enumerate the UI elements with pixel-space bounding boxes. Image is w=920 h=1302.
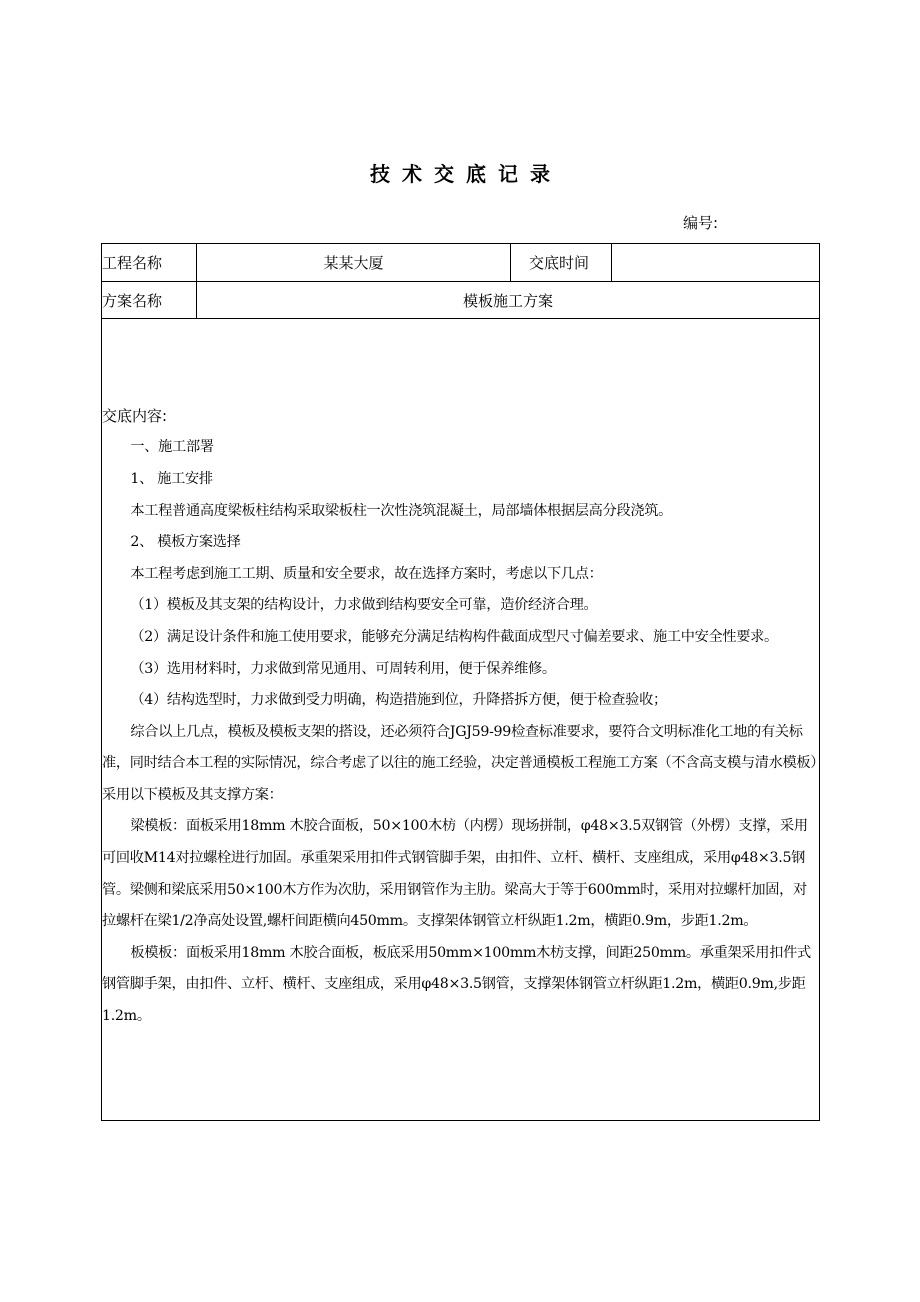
content-paragraph: 一、施工部署 — [130, 439, 214, 456]
content-paragraph: 梁模板：面板采用18mm 木胶合面板，50×100木枋（内楞）现场拼制，φ48×3.5双钢管（外楞）支撑，采用可回收M14对拉螺栓进行加固。承重架采用扣件式钢管脚手架，由扣件、立杆、横杆、支座组成，采用φ48×3.5钢管。梁侧和梁底采用50×100木方作为次肋，采用钢管作为主肋。梁高大于等于600mm时，采用对拉螺杆加固，对拉螺杆在梁1/2净高处设置,螺杆间距横向450mm。支撑架体钢管立杆纵距1.2m，横距0.9m，步距1.2m。 — [102, 818, 808, 930]
content-paragraph: 2、 模板方案选择 — [130, 534, 241, 551]
plan-row — [102, 282, 820, 319]
record-table — [101, 243, 820, 1121]
project-name-value: 某某大厦 — [197, 244, 511, 282]
content-paragraph: 本工程考虑到施工工期、质量和安全要求，故在选择方案时，考虑以下几点： — [130, 565, 603, 582]
content-paragraph: 本工程普通高度梁板柱结构采取梁板柱一次性浇筑混凝土，局部墙体根据层高分段浇筑。 — [130, 502, 673, 519]
content-body — [102, 432, 819, 1032]
plan-name-value: 模板施工方案 — [197, 282, 820, 319]
content-paragraph: 1、 施工安排 — [130, 470, 213, 487]
content-paragraph: （2）满足设计条件和施工使用要求，能够充分满足结构构件截面成型尺寸偏差要求、施工中安全性要求。 — [130, 628, 778, 645]
content-paragraph: （1）模板及其支架的结构设计，力求做到结构要安全可靠，造价经济合理。 — [130, 597, 598, 614]
handover-time-value — [612, 244, 820, 282]
plan-name-label: 方案名称 — [102, 282, 197, 319]
content-label: 交底内容: — [102, 407, 168, 426]
document-title: 技术交底记录 — [370, 162, 562, 186]
content-paragraph: 板模板：面板采用18mm 木胶合面板，板底采用50mm×100mm木枋支撑，间距250mm。承重架采用扣件式钢管脚手架，由扣件、立杆、横杆、支座组成，采用φ48×3.5钢管，支撑架体钢管立杆纵距1.2m，横距0.9m,步距1.2m。 — [102, 944, 811, 1025]
content-cell — [102, 319, 820, 1121]
project-row — [102, 244, 820, 282]
handover-time-label: 交底时间 — [511, 244, 612, 282]
content-paragraph: （4）结构选型时，力求做到受力明确，构造措施到位，升降搭拆方便，便于检查验收； — [130, 692, 667, 709]
serial-number-label: 编号: — [683, 214, 719, 232]
project-name-label: 工程名称 — [102, 244, 197, 282]
content-row — [102, 319, 820, 1121]
content-paragraph: 综合以上几点，模板及模板支架的搭设，还必须符合JGJ59-99检查标准要求，要符合文明标准化工地的有关标准，同时结合本工程的实际情况，综合考虑了以往的施工经验，决定普通模板工程施工方案（不含高支模与清水模板）采用以下模板及其支撑方案： — [102, 723, 818, 803]
content-paragraph: （3）选用材料时，力求做到常见通用、可周转利用，便于保养维修。 — [130, 660, 556, 677]
